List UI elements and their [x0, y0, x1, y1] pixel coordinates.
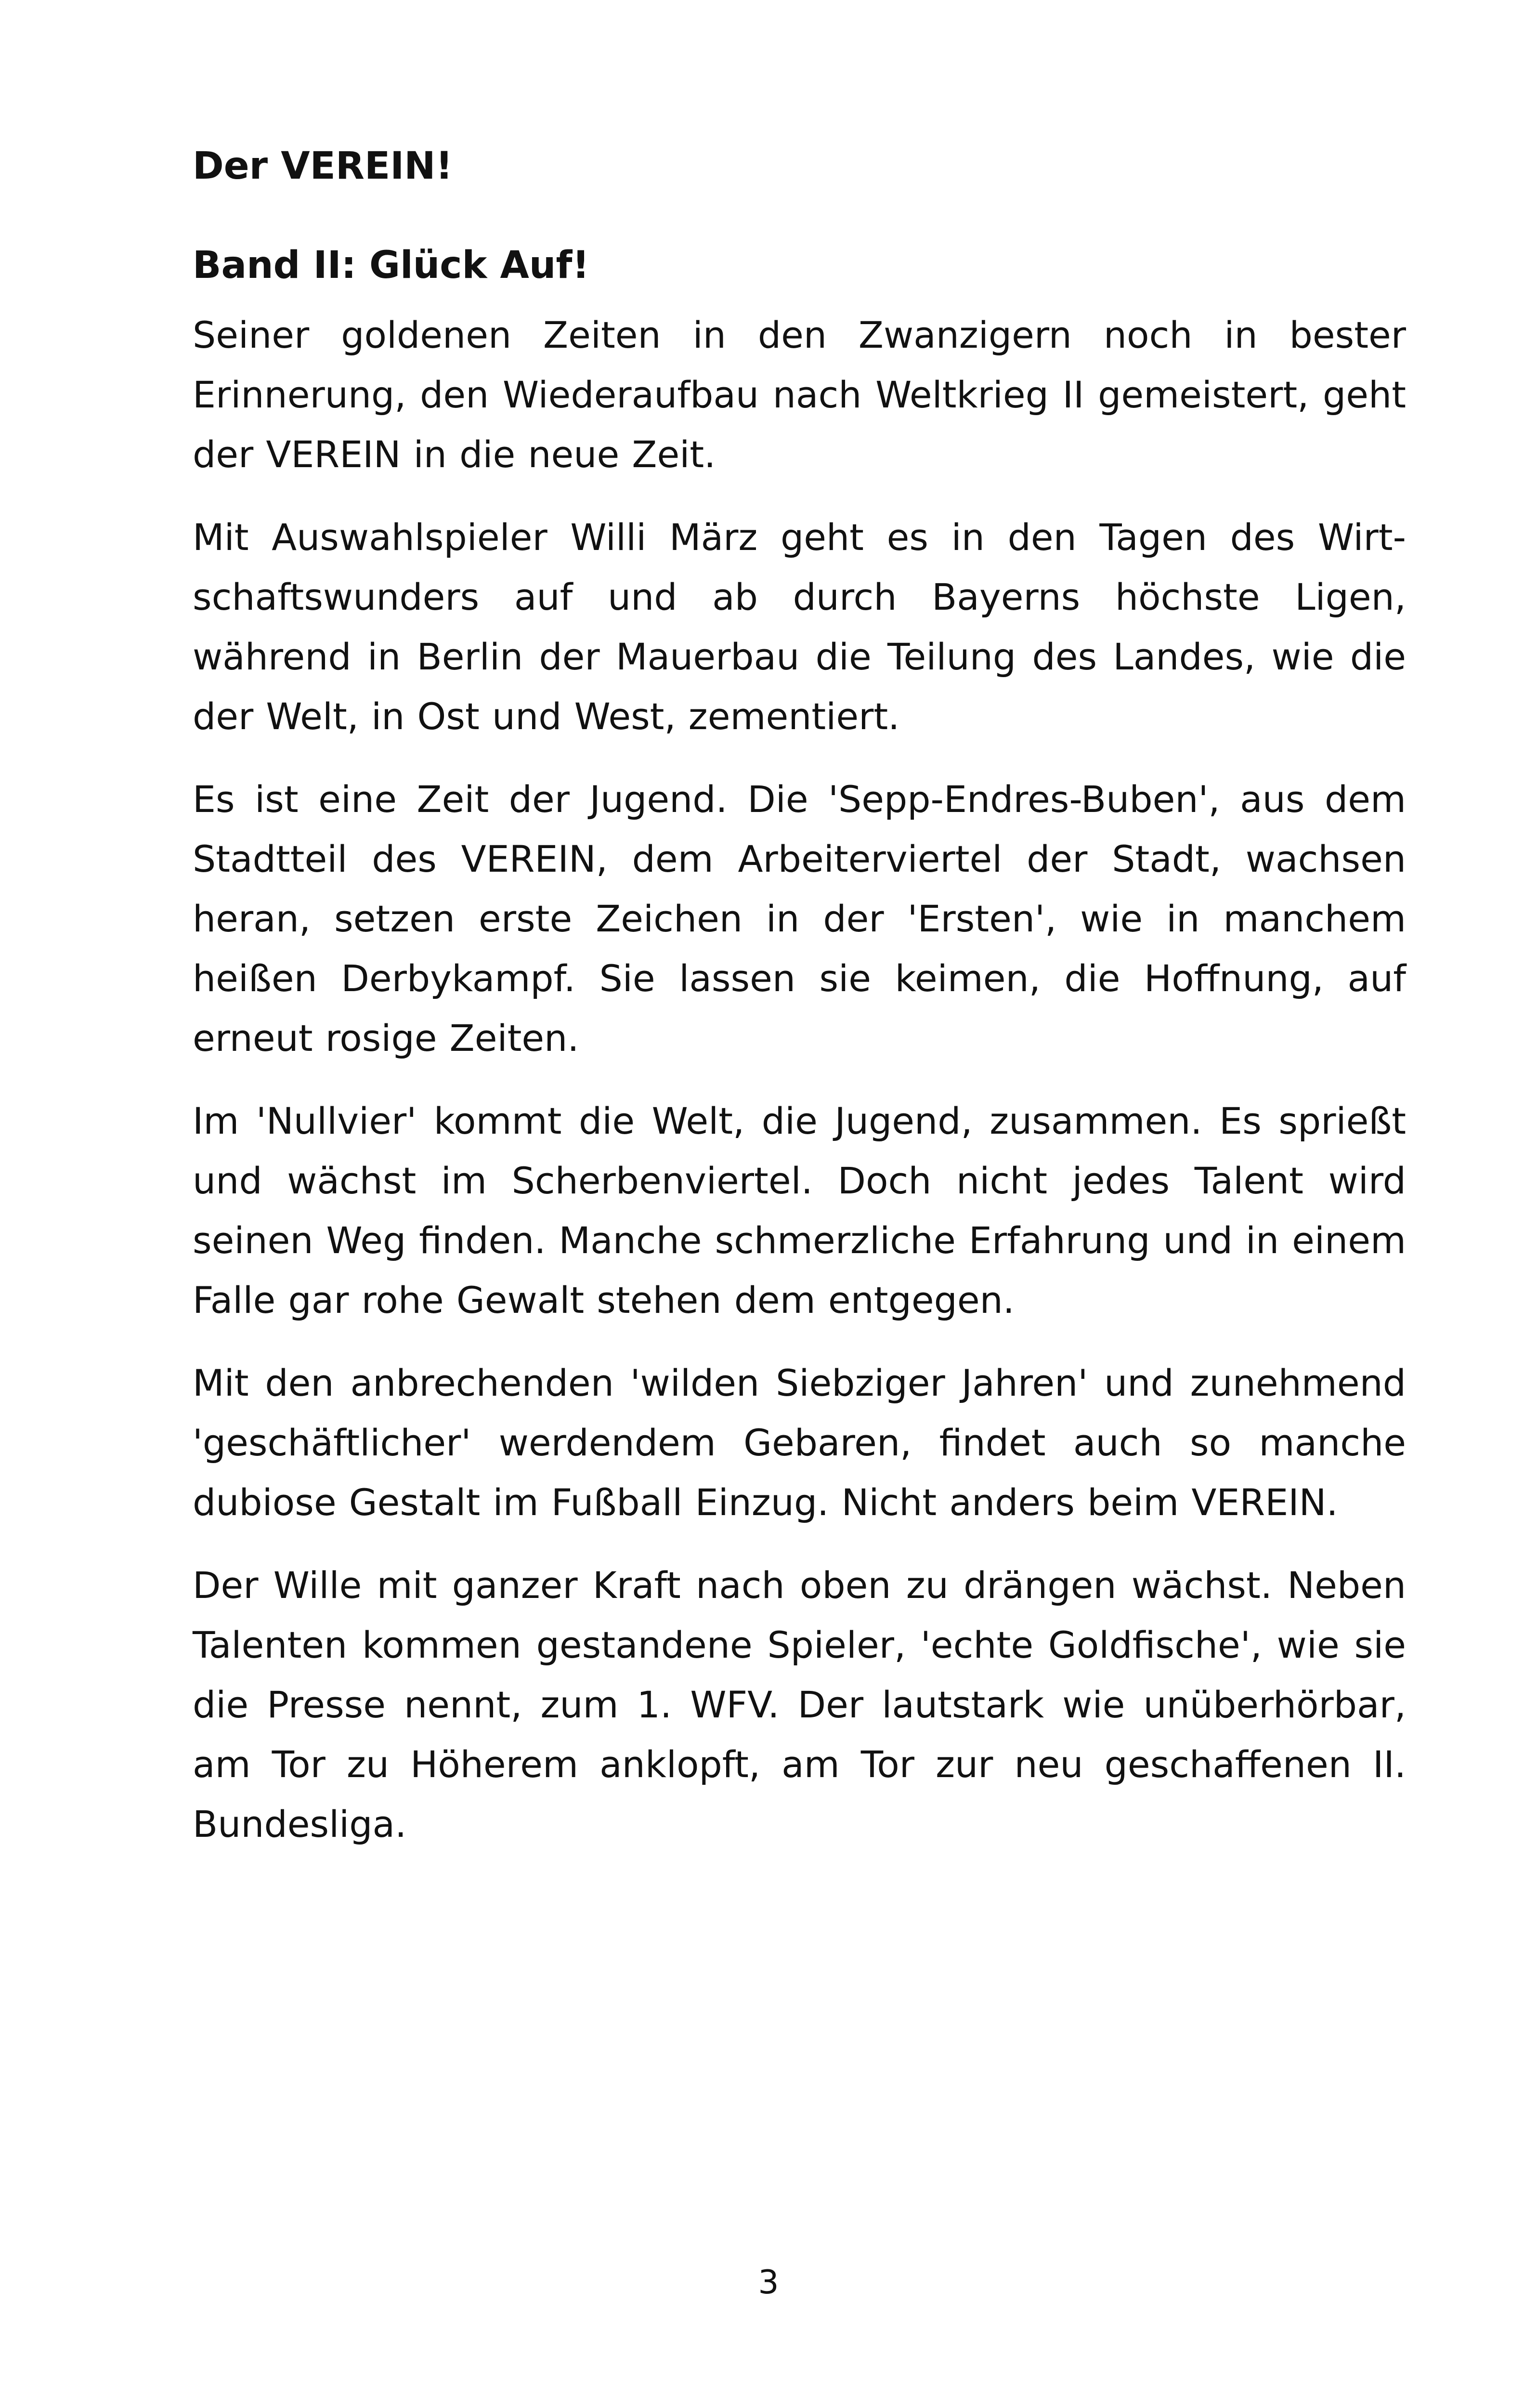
- volume-subtitle: Band II: Glück Auf!: [193, 244, 589, 287]
- paragraph-5: Mit den anbrechenden 'wilden Siebziger Jahren' und zunehmend 'geschäftlicher' werdendem Gebaren, findet auch so manche dubiose Gestalt im Fußball Einzug. Nicht anders beim VEREIN.: [193, 1361, 1406, 1524]
- page-number: 3: [758, 2264, 779, 2302]
- paragraph-4: Im 'Nullvier' kommt die Welt, die Jugend, zusammen. Es sprießt und wächst im Scherbenviertel. Doch nicht jedes Talent wird seinen Weg finden. Manche schmerzliche Erfahrung und in einem Falle gar rohe Gewalt stehen dem entgegen.: [193, 1099, 1406, 1322]
- page-body: [193, 136, 1406, 1877]
- book-title: Der VEREIN!: [193, 144, 453, 188]
- paragraph-3: Es ist eine Zeit der Jugend. Die 'Sepp-Endres-Buben', aus dem Stadtteil des VEREIN, dem Arbeiterviertel der Stadt, wachsen heran, setzen erste Zeichen in der 'Ersten', wie in manchem heißen Derbykampf. Sie lassen sie keimen, die Hoffnung, auf erneut rosige Zeiten.: [193, 778, 1406, 1060]
- paragraph-1: Seiner goldenen Zeiten in den Zwanzigern noch in bester Erinnerung, den Wiederaufbau nach Weltkrieg II gemeistert, geht der VEREIN in die neue Zeit.: [193, 314, 1406, 476]
- paragraph-6: Der Wille mit ganzer Kraft nach oben zu drängen wächst. Neben Talenten kommen gestandene Spieler, 'echte Goldfische', wie sie die Presse nennt, zum 1. WFV. Der lautstark wie unüberhörbar, am Tor zu Höherem anklopft, am Tor zur neu geschaffenen II. Bundesliga.: [193, 1564, 1406, 1845]
- paragraph-2: Mit Auswahlspieler Willi März geht es in den Tagen des Wirtschaftswunders auf und ab durch Bayerns höchste Ligen, während in Berlin der Mauerbau die Teilung des Landes, wie die der Welt, in Ost und West, zementiert.: [193, 516, 1406, 738]
